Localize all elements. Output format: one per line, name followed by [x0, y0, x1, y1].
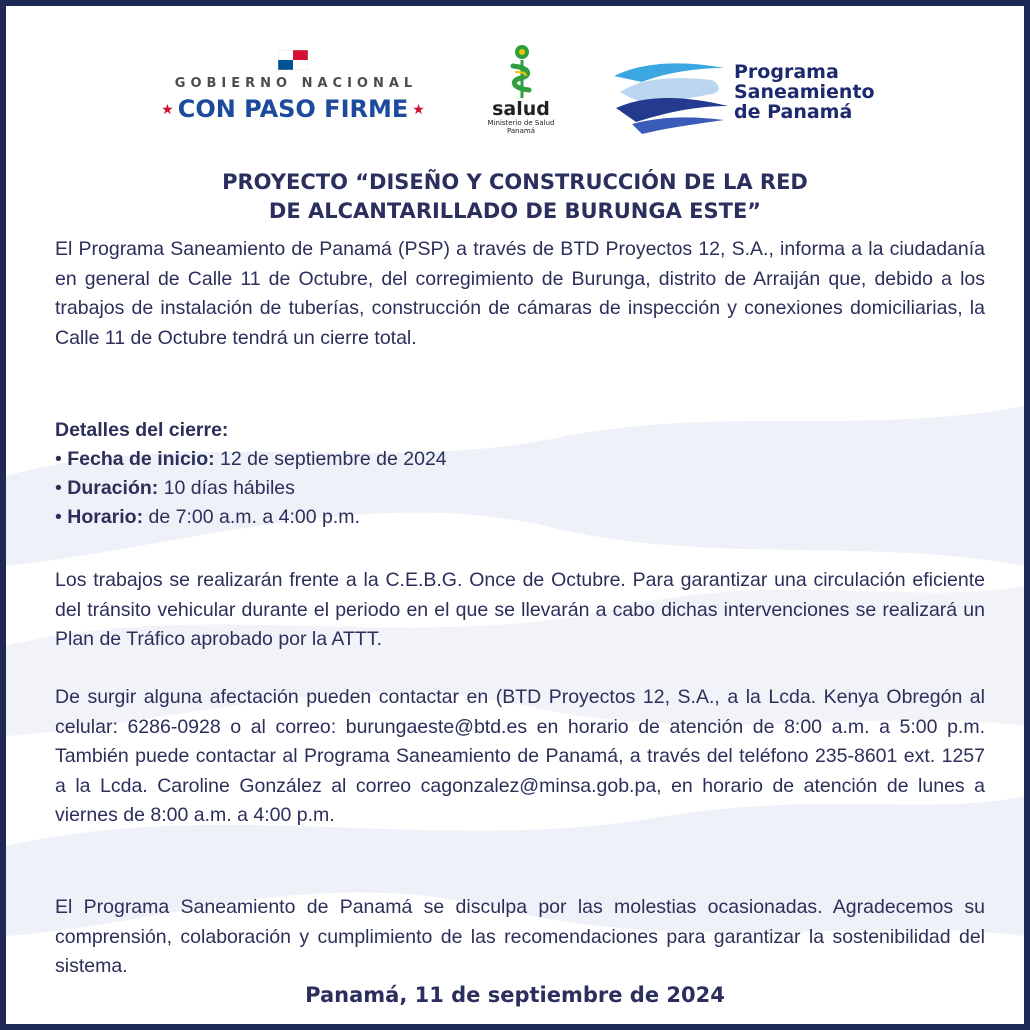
project-title: [56, 168, 974, 226]
psp-wordmark: [734, 62, 875, 122]
panama-flag-icon: [278, 50, 308, 70]
contact-paragraph: De surgir alguna afectación pueden contactar en (BTD Proyectos 12, S.A., a la Lcda. Kenya Obregón al celular: 6286-0928 o al correo: burungaeste@btd.es en horario de atención de 8:00 a.m. a 5:00 p.m. También puede contactar al Programa Saneamiento de Panamá, a través del teléfono 235-8601 ext. 1257 a la Lcda. Caroline González al correo cagonzalez@minsa.gob.pa, en horario de atención de lunes a viernes de 8:00 a.m. a 4:00 p.m.: [55, 686, 985, 826]
detail-label: Horario:: [67, 506, 144, 528]
intro-paragraph: El Programa Saneamiento de Panamá (PSP) a través de BTD Proyectos 12, S.A., informa a la ciudadanía en general de Calle 11 de Octubre, del corregimiento de Burunga, distrito de Arraiján que, debido a los trabajos de instalación de tuberías, construcción de cámaras de inspección y conexiones domiciliarias, la Calle 11 de Octubre tendrá un cierre total.: [55, 238, 985, 349]
salud-subtitle-1: Ministerio de Salud: [487, 119, 555, 127]
title-line2: DE ALCANTARILLADO DE BURUNGA ESTE”: [268, 199, 762, 223]
salud-wordmark: salud: [492, 98, 550, 120]
detail-item: • Duración: 10 días hábiles: [55, 477, 295, 499]
works-paragraph: Los trabajos se realizarán frente a la C.E.B.G. Once de Octubre. Para garantizar una circulación eficiente del tránsito vehicular durante el periodo en el que se llevarán a cabo dichas intervenciones se realizará un Plan de Tráfico aprobado por la ATTT.: [55, 569, 985, 650]
detail-item: • Fecha de inicio: 12 de septiembre de 2024: [55, 448, 447, 470]
detail-label: Fecha de inicio:: [67, 448, 215, 470]
salud-caduceus-icon: [501, 44, 541, 98]
gobierno-line2-wrap: [143, 95, 443, 123]
psp-line2: Saneamiento: [734, 81, 875, 103]
star-icon: ★: [161, 102, 174, 118]
closure-details: [55, 416, 447, 532]
psp-logo: [612, 58, 922, 134]
star-icon: ★: [412, 102, 425, 118]
gobierno-line1: GOBIERNO NACIONAL: [174, 76, 418, 91]
title-line1: PROYECTO “DISEÑO Y CONSTRUCCIÓN DE LA RED: [222, 170, 808, 194]
psp-line3: de Panamá: [734, 101, 853, 123]
details-heading: Detalles del cierre:: [55, 419, 229, 441]
gobierno-line2: CON PASO FIRME: [177, 95, 409, 123]
detail-label: Duración:: [67, 477, 159, 499]
dolphin-waves-icon: [612, 58, 730, 134]
salud-subtitle-2: Panamá: [506, 127, 536, 135]
detail-item: • Horario: de 7:00 a.m. a 4:00 p.m.: [55, 506, 360, 528]
gobierno-nacional-logo: [143, 50, 443, 123]
footer-date: Panamá, 11 de septiembre de 2024: [305, 983, 725, 1007]
detail-value: 10 días hábiles: [163, 477, 295, 499]
minsa-logo: [474, 44, 568, 135]
psp-line1: Programa: [734, 61, 839, 83]
detail-value: 12 de septiembre de 2024: [220, 448, 447, 470]
detail-value: de 7:00 a.m. a 4:00 p.m.: [148, 506, 360, 528]
apology-paragraph: El Programa Saneamiento de Panamá se disculpa por las molestias ocasionadas. Agradecemos su comprensión, colaboración y cumplimiento de las recomendaciones para garantizar la sostenibilidad del sistema.: [55, 896, 985, 977]
